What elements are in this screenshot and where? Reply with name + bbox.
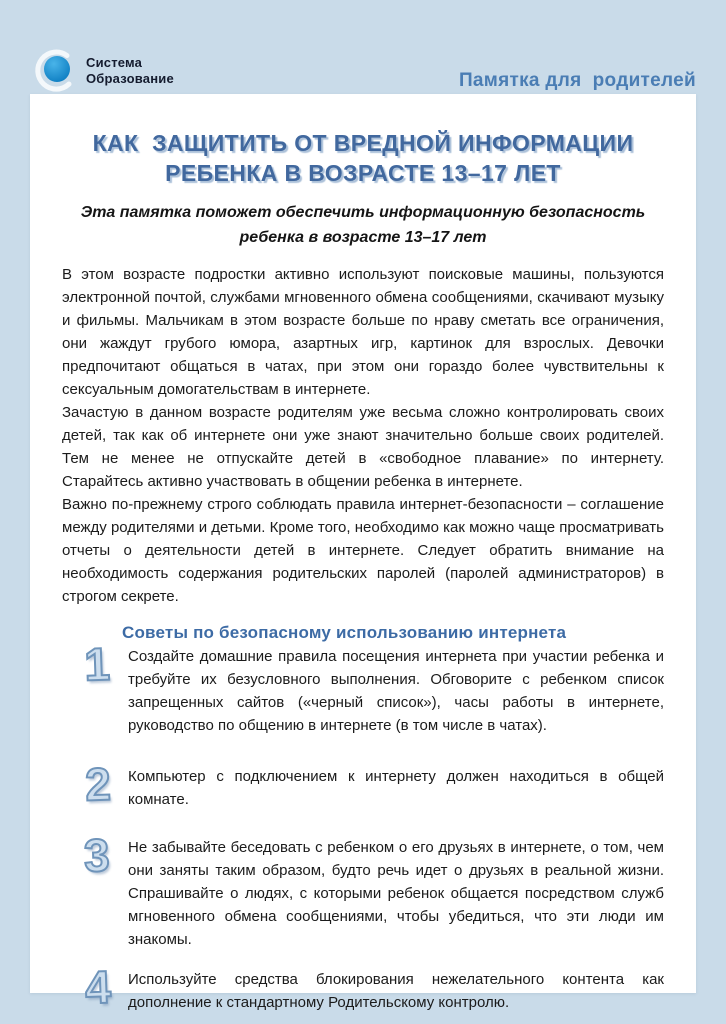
logo-text-line1: Система bbox=[86, 55, 143, 70]
paragraph-1: В этом возрасте подростки активно используют поисковые машины, пользуются электронной почтой, службами мгновенного обмена сообщениями, скачивают музыку и фильмы. Мальчикам в этом возрасте больше по нраву сметать все ограничения, они жаждут грубого юмора, азартных игр, картинок для взрослых. Девочки предпочитают общаться в чатах, при этом они гораздо более чувствительны к сексуальным домогательствам в интернете. bbox=[62, 266, 664, 398]
page-title-line2: РЕБЕНКА В ВОЗРАСТЕ 13–17 ЛЕТ bbox=[165, 160, 561, 186]
logo bbox=[32, 48, 174, 94]
page-header bbox=[0, 0, 726, 94]
tips-heading: Советы по безопасному использованию интернета bbox=[122, 623, 567, 642]
intro-paragraphs bbox=[62, 263, 664, 608]
tip-number-2: 2 bbox=[84, 757, 112, 811]
page-subtitle-line2: ребенка в возрасте 13–17 лет bbox=[239, 229, 487, 246]
page-subtitle bbox=[62, 200, 664, 250]
tip-item-4 bbox=[76, 960, 664, 1014]
tip-text-4: Используйте средства блокирования нежелательного контента как дополнение к стандартному Родительскому контролю. bbox=[128, 971, 664, 1011]
tip-number-4: 4 bbox=[84, 960, 112, 1014]
page-title bbox=[62, 128, 664, 188]
tip-text-1: Создайте домашние правила посещения интернета при участии ребенка и требуйте их безусловного выполнения. Обговорите с ребенком список запрещенных сайтов («черный список»), часы работы в интернете, руководство по общению в интернете (в том числе в чатах). bbox=[128, 648, 664, 734]
logo-text bbox=[86, 55, 174, 87]
tip-item-3 bbox=[76, 828, 664, 951]
tip-number-1: 1 bbox=[83, 637, 111, 691]
page-subtitle-line1: Эта памятка поможет обеспечить информационную безопасность bbox=[80, 204, 646, 221]
tip-text-2: Компьютер с подключением к интернету должен находиться в общей комнате. bbox=[128, 768, 664, 808]
paragraph-2: Зачастую в данном возрасте родителям уже весьма сложно контролировать своих детей, так как об интернете они уже знают значительно больше своих родителей. Тем не менее не отпускайте детей в «свободное плавание» по интернету. Старайтесь активно участвовать в общении ребенка в интернете. bbox=[62, 404, 664, 490]
logo-sphere-icon bbox=[32, 48, 78, 94]
tip-text-3: Не забывайте беседовать с ребенком о его друзьях в интернете, о том, чем они заняты таким образом, будто речь идет о друзьях в реальной жизни. Спрашивайте о людях, с которыми ребенок общается посредством служб мгновенного обмена сообщениями, чтобы убедиться, что эти люди им знакомы. bbox=[128, 839, 664, 948]
doc-type-label: Памятка для родителей bbox=[458, 70, 696, 91]
logo-text-line2: Образование bbox=[86, 71, 174, 86]
tip-number-3: 3 bbox=[83, 828, 111, 882]
tip-item-1 bbox=[76, 637, 664, 737]
memo-card bbox=[30, 94, 696, 1014]
page-title-line1: КАК ЗАЩИТИТЬ ОТ ВРЕДНОЙ ИНФОРМАЦИИ bbox=[92, 130, 634, 156]
tip-item-2 bbox=[76, 757, 664, 811]
paragraph-3: Важно по-прежнему строго соблюдать правила интернет-безопасности – соглашение между родителями и детьми. Кроме того, необходимо как можно чаще просматривать отчеты о деятельности детей в интернете. Следует обратить внимание на необходимость содержания родительских паролей (паролей администраторов) в строгом секрете. bbox=[62, 496, 664, 605]
